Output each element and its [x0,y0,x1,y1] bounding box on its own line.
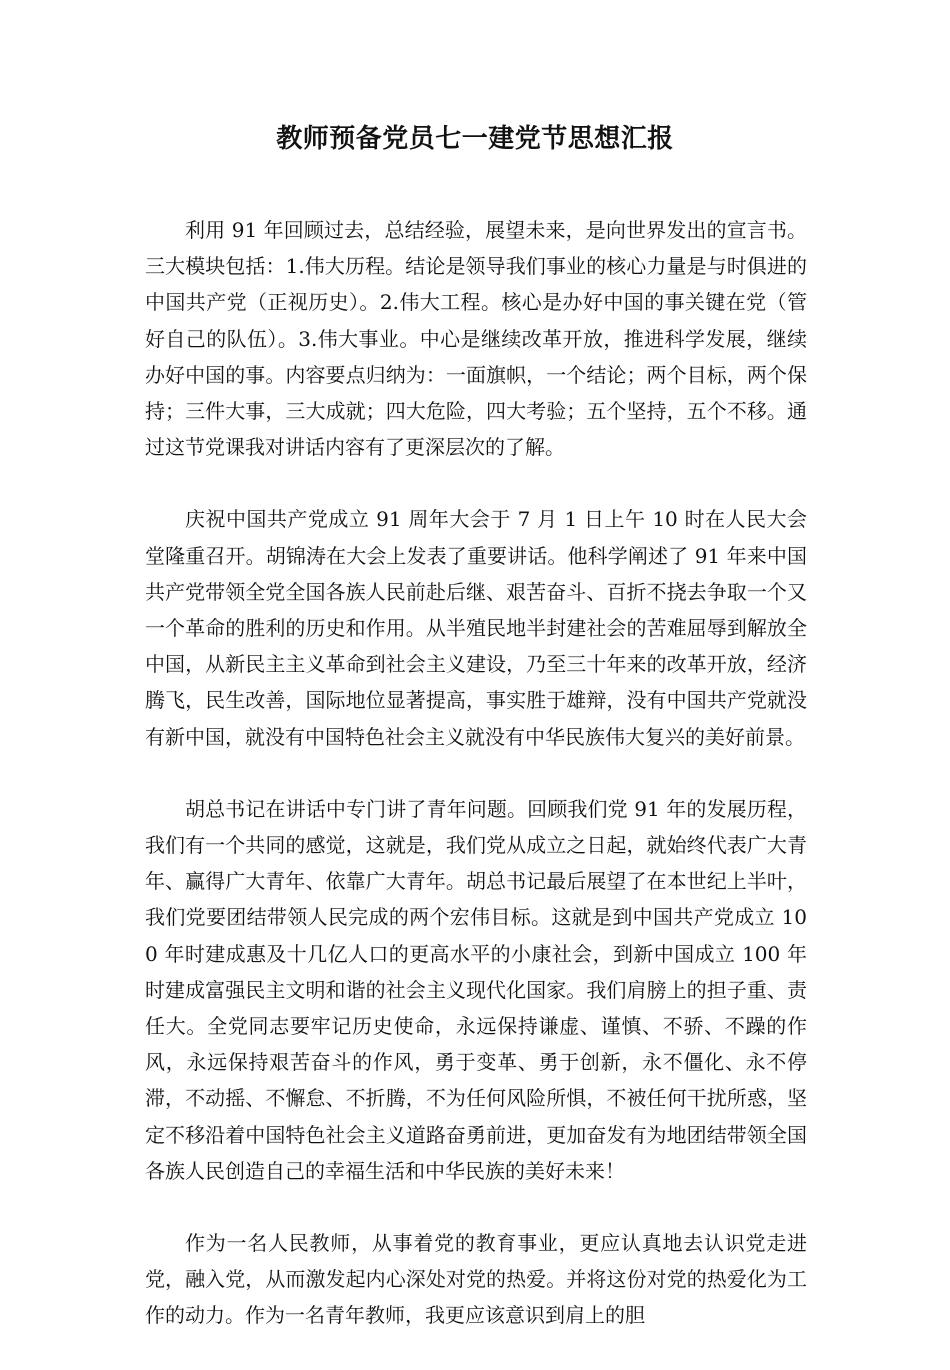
paragraph-2: 庆祝中国共产党成立 91 周年大会于 7 月 1 日上午 10 时在人民大会堂隆重召开。胡锦涛在大会上发表了重要讲话。他科学阐述了 91 年来中国共产党带领全党全国各族人民前赴后继、艰苦奋斗、百折不挠去争取一个又一个革命的胜利的历史和作用。从半殖民地半封建社会的苦难屈辱到解放全中国，从新民主主义革命到社会主义建设，乃至三十年来的改革开放，经济腾飞，民生改善，国际地位显著提高，事实胜于雄辩，没有中国共产党就没有新中国，就没有中国特色社会主义就没有中华民族伟大复兴的美好前景。 [145,507,807,749]
paragraph-3: 胡总书记在讲话中专门讲了青年问题。回顾我们党 91 年的发展历程，我们有一个共同的感觉，这就是，我们党从成立之日起，就始终代表广大青年、赢得广大青年、依靠广大青年。胡总书记最后展望了在本世纪上半叶，我们党要团结带领人民完成的两个宏伟目标。这就是到中国共产党成立 100 年时建成惠及十几亿人口的更高水平的小康社会，到新中国成立 100 年时建成富强民主文明和谐的社会主义现代化国家。我们肩膀上的担子重、责任大。全党同志要牢记历史使命，永远保持谦虚、谨慎、不骄、不躁的作风，永远保持艰苦奋斗的作风，勇于变革、勇于创新，永不僵化、永不停滞，不动摇、不懈怠、不折腾，不为任何风险所惧，不被任何干扰所惑，坚定不移沿着中国特色社会主义道路奋勇前进，更加奋发有为地团结带领全国各族人民创造自己的幸福生活和中华民族的美好未来！ [145,796,807,1183]
paragraph-1: 利用 91 年回顾过去，总结经验，展望未来，是向世界发出的宣言书。三大模块包括：1.伟大历程。结论是领导我们事业的核心力量是与时俱进的中国共产党（正视历史）。2.伟大工程。核心是办好中国的事关键在党（管好自己的队伍）。3.伟大事业。中心是继续改革开放，推进科学发展，继续办好中国的事。内容要点归纳为：一面旗帜，一个结论；两个目标，两个保持；三件大事，三大成就；四大危险，四大考验；五个坚持，五个不移。通过这节党课我对讲话内容有了更深层次的了解。 [145,218,807,460]
paragraph-4: 作为一名人民教师，从事着党的教育事业，更应认真地去认识党走进党，融入党，从而激发起内心深处对党的热爱。并将这份对党的热爱化为工作的动力。作为一名青年教师，我更应该意识到肩上的胆 [145,1231,807,1328]
document-body [145,212,807,1370]
document-title: 教师预备党员七一建党节思想汇报 [276,124,674,154]
